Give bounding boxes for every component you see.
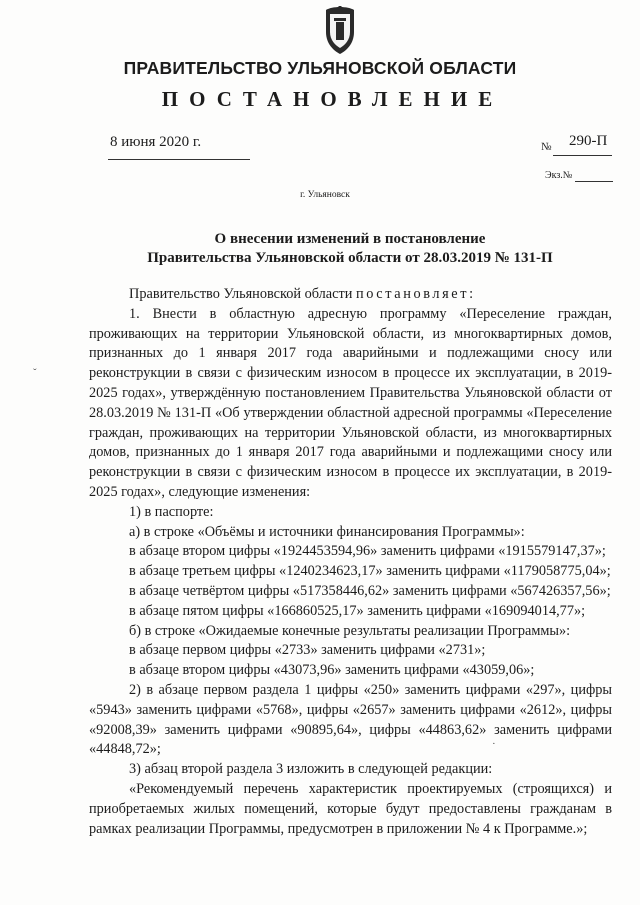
scan-speck: ·	[492, 738, 496, 750]
item-1a-paragraph-5: в абзаце пятом цифры «166860525,17» заменить цифрами «169094014,77»;	[129, 602, 586, 619]
item-1-passport: 1) в паспорте:	[129, 503, 214, 520]
item-3: 3) абзац второй раздела 3 изложить в следующей редакции:	[129, 761, 493, 778]
item-2: 2) в абзаце первом раздела 1 цифры «250» заменить цифрами «297», цифры «5943» заменить цифрами «5768», цифры «2657» заменить цифрами «2612», цифры «92008,39» заменить цифрами «90895,64», цифры «44863,62» заменить цифрами «44848,72»;	[89, 681, 612, 758]
paragraph-1: 1. Внести в областную адресную программу «Переселение граждан, проживающих на территории Ульяновской области, из многоквартирных домов, признанных до 1 января 2017 года аварийными и подлежащими сносу или реконструкции в связи с физическим износом в процессе их эксплуатации, в 2019-2025 годах», утверждённую постановлением Правительства Ульяновской области от 28.03.2019 № 131-П «Об утверждении областной адресной программы «Переселение граждан, проживающих на территории Ульяновской области, из многоквартирных домов, признанных до 1 января 2017 года аварийными и подлежащими сносу или реконструкции в связи с физическим износом в процессе их эксплуатации, в 2019-2025 годах», следующие изменения:	[89, 305, 612, 500]
item-1b-paragraph-2: в абзаце втором цифры «43073,96» заменить цифрами «43059,06»;	[129, 662, 535, 679]
document-body	[89, 285, 612, 839]
item-3-quote: «Рекомендуемый перечень характеристик проектируемых (строящихся) и приобретаемых жилых помещений, которые будут предоставлены гражданам в рамках реализации Программы, предусмотрен в приложении № 4 к Программе.»;	[89, 780, 612, 837]
document-title	[100, 230, 600, 268]
item-1a-paragraph-3: в абзаце третьем цифры «1240234623,17» заменить цифрами «1179058775,04»;	[129, 563, 611, 580]
item-1a: а) в строке «Объёмы и источники финансирования Программы»:	[129, 523, 525, 540]
preamble-text: Правительство Ульяновской области	[129, 286, 356, 302]
preamble-verb: постановляет:	[355, 286, 476, 302]
title-line-1: О внесении изменений в постановление	[214, 231, 486, 247]
item-1a-paragraph-2: в абзаце втором цифры «1924453594,96» заменить цифрами «1915579147,37»;	[129, 543, 606, 560]
number-sign: №	[541, 141, 552, 153]
item-1a-paragraph-4: в абзаце четвёртом цифры «517358446,62» заменить цифрами «567426357,56»;	[129, 582, 611, 599]
document-date: 8 июня 2020 г.	[110, 134, 202, 150]
scan-speck: ˇ	[33, 367, 37, 379]
document-type: ПОСТАНОВЛЕНИЕ	[161, 87, 504, 111]
title-line-2: Правительства Ульяновской области от 28.03.2019 № 131-П	[147, 250, 553, 266]
number-underline	[553, 155, 612, 156]
preamble	[89, 285, 612, 305]
government-name: ПРАВИТЕЛЬСТВО УЛЬЯНОВСКОЙ ОБЛАСТИ	[123, 58, 517, 78]
city: г. Ульяновск	[300, 190, 350, 200]
date-underline	[108, 159, 250, 160]
copy-number-underline	[575, 181, 613, 182]
coat-of-arms-emblem	[320, 6, 360, 56]
item-1b-paragraph-1: в абзаце первом цифры «2733» заменить цифрами «2731»;	[129, 642, 486, 659]
copy-number-label: Экз.№	[545, 170, 573, 181]
document-number: 290-П	[569, 133, 608, 149]
item-1b: б) в строке «Ожидаемые конечные результаты реализации Программы»:	[129, 622, 571, 639]
